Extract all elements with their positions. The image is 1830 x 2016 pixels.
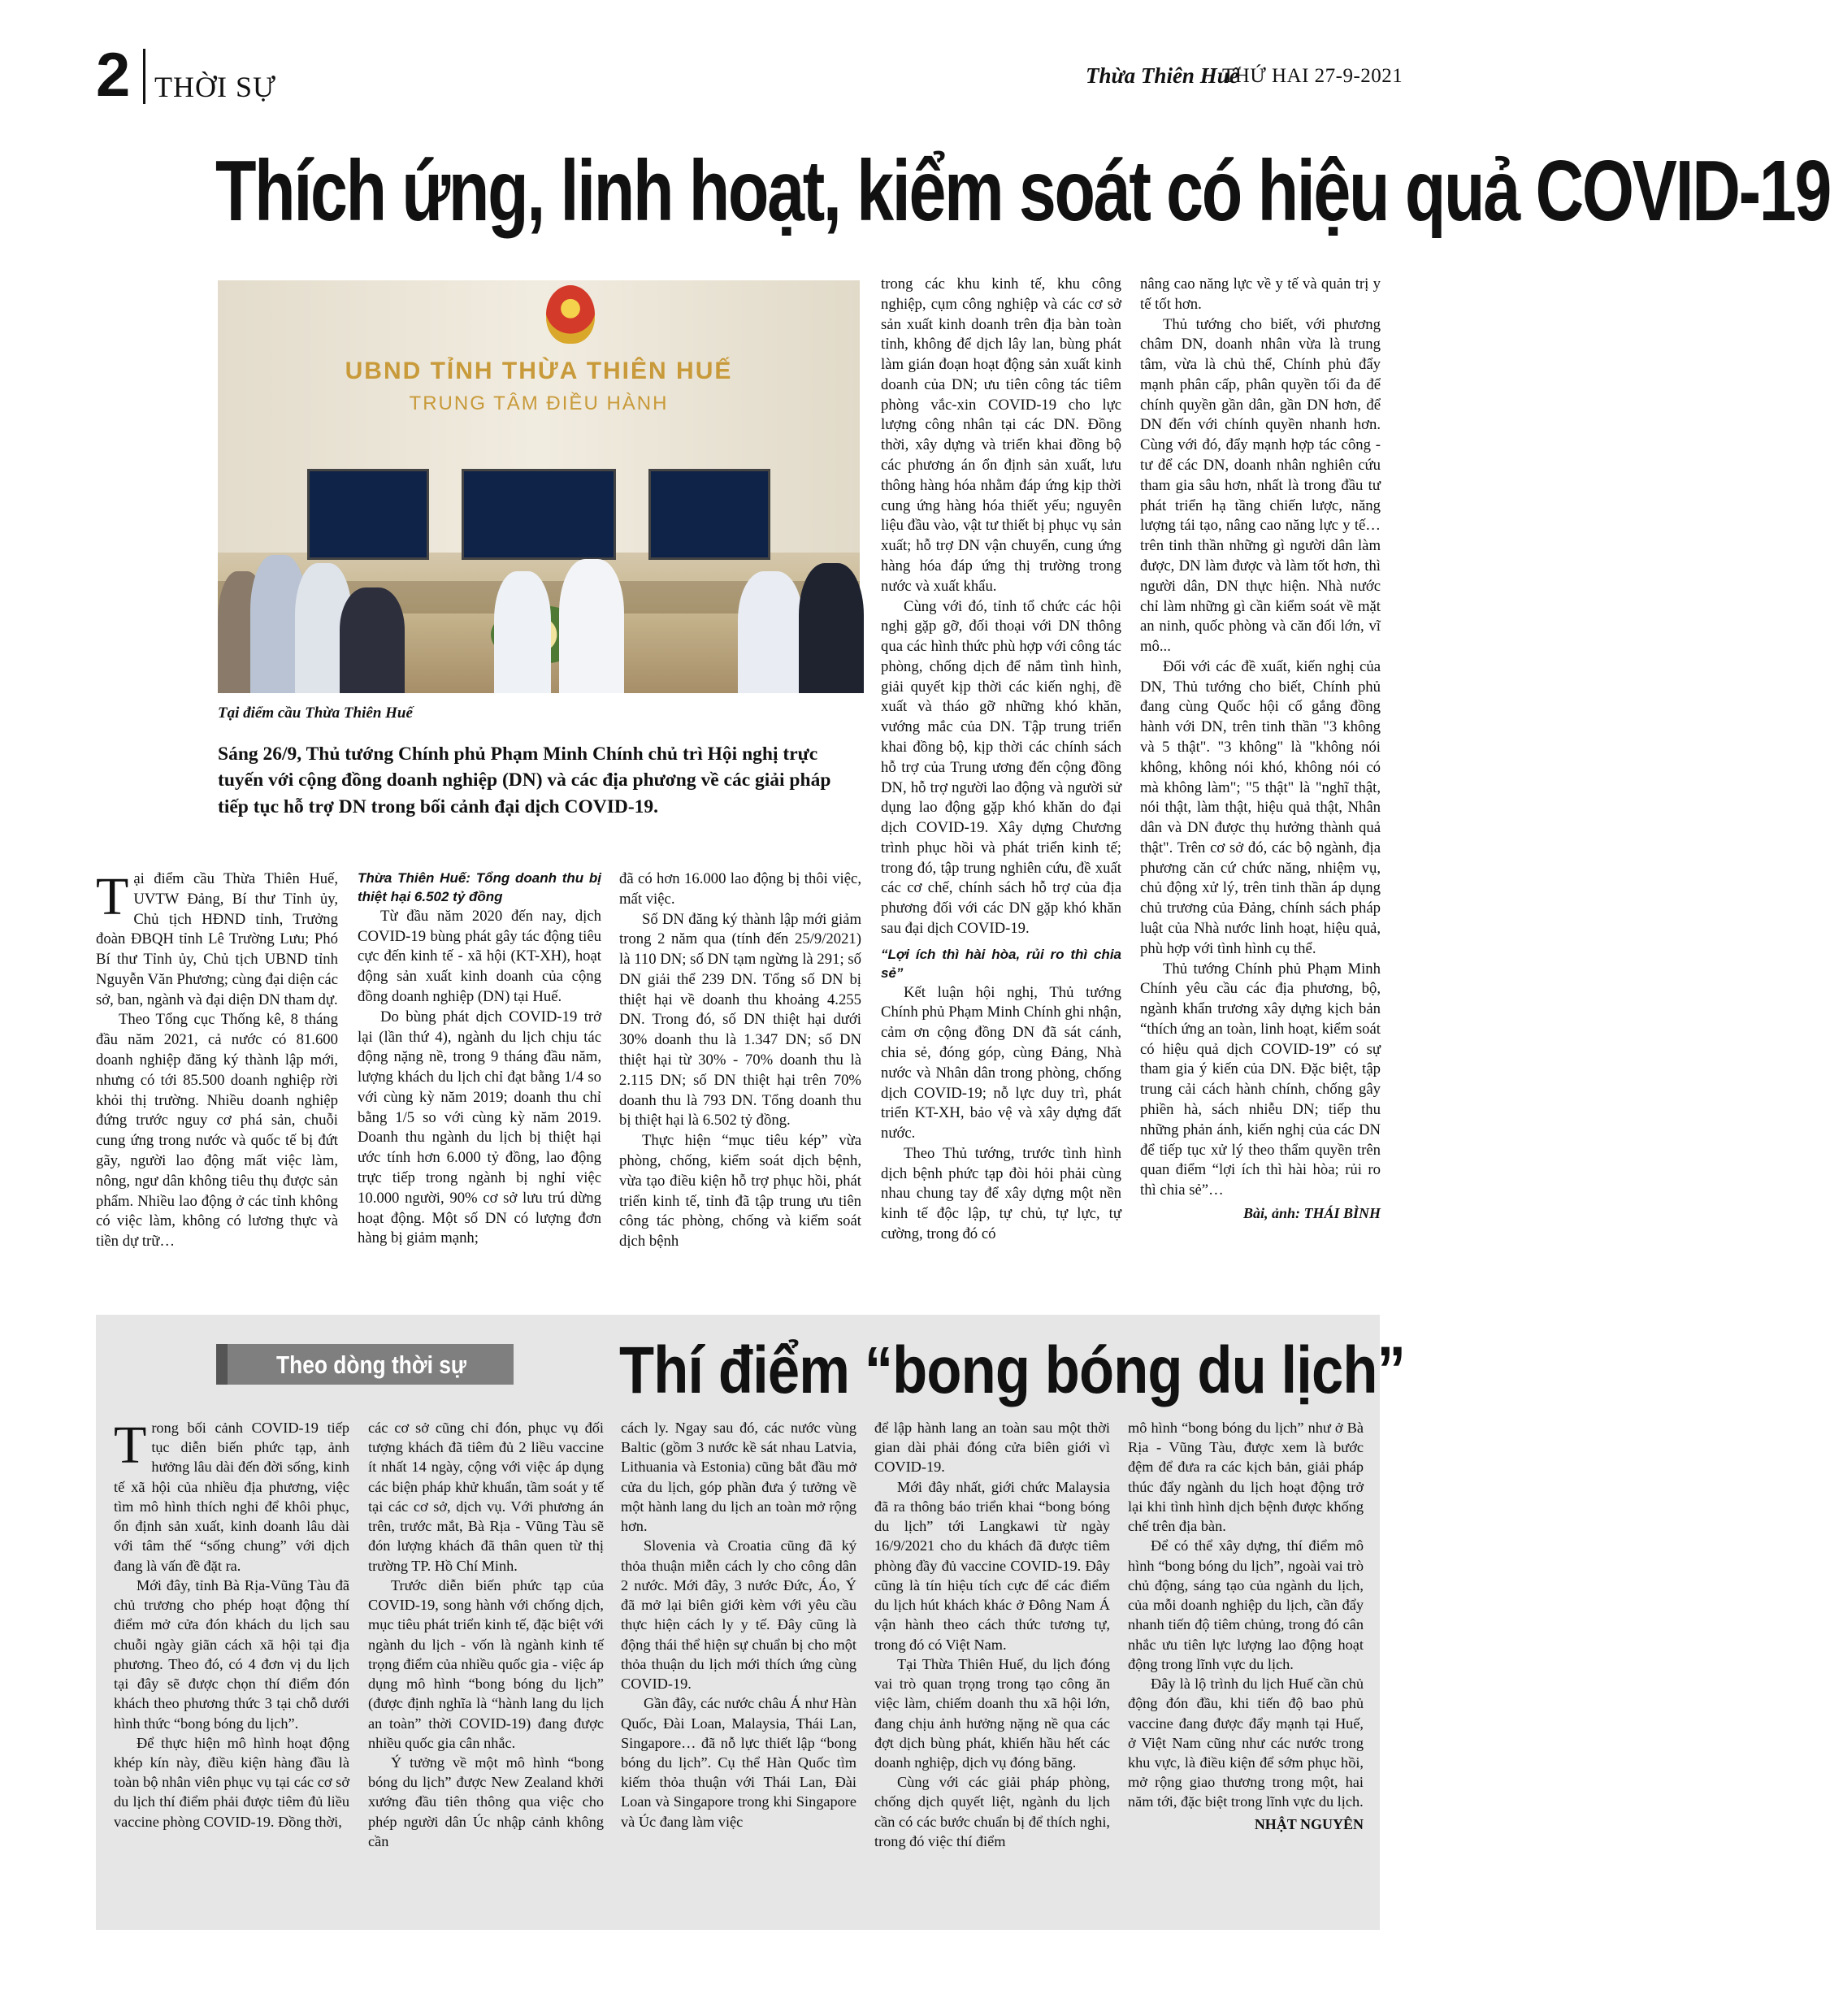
paragraph: Theo Tổng cục Thống kê, 8 tháng đầu năm 2021, cả nước có 81.600 doanh nghiệp đăng ký thành lập mới, nhưng có tới 85.500 doanh nghiệp rời khỏi thị trường. Nhiều doanh nghiệp đứng trước nguy cơ phá sản, chuỗi cung ứng trong nước và quốc tế bị đứt gãy, người lao động mất việc làm, nông, ngư dân không tiêu thụ được sản phẩm. Nhiều lao động ở các tỉnh không có việc làm, không có lương thực và tiền dự trữ…: [96, 1011, 338, 1251]
paragraph: Để thực hiện mô hình hoạt động khép kín này, điều kiện hàng đầu là toàn bộ nhân viên phục vụ tại các cơ sở du lịch thí điểm phải được tiêm đủ liều vaccine phòng COVID-19. Đồng thời,: [114, 1734, 349, 1830]
photo-video-screen-center: [462, 469, 616, 560]
paragraph: Từ đầu năm 2020 đến nay, dịch COVID-19 bùng phát gây tác động tiêu cực đến kinh tế - xã hội (KT-XH), hoạt động sản xuất kinh doanh của cộng đồng doanh nghiệp (DN) tại Huế.: [358, 907, 601, 1005]
paragraph: Kết luận hội nghị, Thủ tướng Chính phủ Phạm Minh Chính ghi nhận, cảm ơn cộng đồng DN đã sát cánh, chia sẻ, đóng góp, cùng Đảng, Nhà nước và Nhân dân trong phòng, chống dịch COVID-19; nỗ lực duy trì, phát triển KT-XH, bảo vệ và xây dựng đất nước.: [881, 983, 1121, 1142]
subheading: “Lợi ích thì hài hòa, rủi ro thì chia sẻ”: [881, 946, 1121, 981]
paragraph: Thực hiện “mục tiêu kép” vừa phòng, chống, kiểm soát dịch bệnh, vừa tạo điều kiện hỗ trợ phục hồi, phát triển kinh tế, tỉnh đã tập trung ưu tiên công tác phòng, chống và kiểm soát dịch bệnh: [619, 1132, 861, 1251]
paragraph: Tại Thừa Thiên Huế, du lịch đóng vai trò quan trọng trong tạo công ăn việc làm, chiếm doanh thu xã hội lớn, đang chịu ảnh hưởng nặng nề qua các đợt dịch bùng phát, khiến hầu hết các doanh nghiệp, dịch vụ đóng băng.: [874, 1655, 1110, 1771]
section-label: THỜI SỰ: [154, 71, 276, 103]
paragraph: Slovenia và Croatia cũng đã ký thỏa thuận miễn cách ly cho công dân 2 nước. Mới đây, 3 nước Đức, Áo, Ý đã mở lại biên giới kèm với yêu cầu thực hiện cách ly y tế. Đây cũng là động thái thể hiện sự chuẩn bị cho một thỏa thuận du lịch mới thích ứng cùng COVID-19.: [621, 1537, 856, 1693]
photo-person: [340, 587, 405, 693]
article2-column-5: [1128, 1418, 1364, 1835]
paragraph: Đối với các đề xuất, kiến nghị của DN, Thủ tướng cho biết, Chính phủ đang cùng Quốc hội cố gắng đồng hành với DN, trên tinh thần "3 không và 5 thật". "3 không" là "không nói không, không nói khó, không nói có mà không làm"; "5 thật" là "nghĩ thật, nói thật, làm thật, hiệu quả thật, Nhân dân và DN được thụ hưởng thành quả thật". Trên cơ sở đó, các bộ ngành, địa phương căn cứ chức năng, nhiệm vụ, chủ động xử lý, trên tinh thần áp dụng chủ trương của Đảng, chính sách pháp luật của Nhà nước linh hoạt, hiệu quả, phù hợp với tình hình cụ thể.: [1140, 657, 1381, 957]
byline: Bài, ảnh: THÁI BÌNH: [1242, 1204, 1381, 1221]
article2-column-4: [874, 1418, 1110, 1851]
article2-column-2: [368, 1418, 604, 1851]
paragraph: các cơ sở cũng chỉ đón, phục vụ đối tượng khách đã tiêm đủ 2 liều vaccine ít nhất 14 ngày, cộng với việc áp dụng các biện pháp khử khuẩn, tầm soát y tế tại các cơ sở, dịch vụ. Với phương án trên, trước mắt, Bà Rịa - Vũng Tàu sẽ đón lượng khách đã thân quen từ thị trường TP. Hồ Chí Minh.: [368, 1420, 604, 1574]
newspaper-name: Thừa Thiên Huế: [1086, 63, 1239, 88]
drop-cap: T: [114, 1416, 147, 1475]
header-divider: [143, 49, 145, 104]
photo-person: [494, 571, 551, 693]
paragraph: cách ly. Ngay sau đó, các nước vùng Baltic (gồm 3 nước kề sát nhau Latvia, Lithuania và Estonia) cũng bắt đầu mở cửa du lịch, góp phần đưa ý tưởng về một hành lang du lịch an toàn mở rộng hơn.: [621, 1420, 856, 1535]
paragraph: để lập hành lang an toàn sau một thời gian dài phải đóng cửa biên giới vì COVID-19.: [874, 1420, 1110, 1476]
photo-sign-line2: TRUNG TÂM ĐIỀU HÀNH: [409, 392, 669, 414]
article2-column-3: [621, 1418, 856, 1832]
byline: NHẬT NGUYÊN: [1254, 1815, 1364, 1832]
article1-column-2: [358, 869, 601, 1249]
paragraph: Theo Thủ tướng, trước tình hình dịch bệnh phức tạp đòi hỏi phải cùng nhau chung tay để xây dựng một nền kinh tế độc lập, tự chủ, tự lực, tự cường, trong đó có: [881, 1144, 1121, 1243]
article2-column-1: [114, 1418, 349, 1832]
photo-sign-line1: UBND TỈNH THỪA THIÊN HUẾ: [345, 358, 733, 384]
article1-column-5: [1140, 275, 1381, 1224]
issue-date: THỨ HAI 27-9-2021: [1222, 65, 1403, 87]
article-headline: Thích ứng, linh hoạt, kiểm soát có hiệu quả COVID-19: [215, 143, 1830, 239]
photo-person: [799, 563, 864, 693]
drop-cap: T: [96, 867, 129, 926]
photo-video-screen-right: [648, 469, 770, 560]
paragraph: Gần đây, các nước châu Á như Hàn Quốc, Đài Loan, Malaysia, Thái Lan, Singapore… đã nỗ lực thiết lập “bong bóng du lịch”. Cụ thể Hàn Quốc tìm kiếm thỏa thuận với Thái Lan, Đài Loan và Singapore trong khi Singapore và Úc đang làm việc: [621, 1695, 856, 1830]
photo-video-screen-left: [307, 469, 429, 560]
paragraph: mô hình “bong bóng du lịch” như ở Bà Rịa - Vũng Tàu, được xem là bước đệm để đưa ra các kịch bản, giải pháp thúc đẩy ngành du lịch hoạt động trở lại khi tình hình dịch bệnh được khống chế trên địa bàn.: [1128, 1420, 1364, 1535]
paragraph: nâng cao năng lực về y tế và quản trị y tế tốt hơn.: [1140, 275, 1381, 313]
paragraph: Thủ tướng cho biết, với phương châm DN, doanh nhân vừa là trung tâm, vừa là chủ thể, Chính phủ đẩy mạnh phân cấp, phân quyền tối đa để chính quyền gần dân, gần DN hơn, để DN đến với chính quyền nhanh hơn. Cùng với đó, đẩy mạnh hợp tác công - tư để các DN, doanh nhân nghiên cứu tham gia sâu hơn, nhất là trong đầu tư phát triển hạ tầng chiến lược, năng lượng tái tạo, nâng cao năng lực y tế… trên tinh thần những gì người dân làm được, DN làm được và làm tốt hơn, thì người dân, DN thực hiện. Nhà nước chỉ làm những gì cần kiểm soát về mặt an ninh, quốc phòng và căn đối lớn, vĩ mô...: [1140, 315, 1381, 656]
paragraph: trong các khu kinh tế, khu công nghiệp, cụm công nghiệp và các cơ sở sản xuất kinh doanh trên địa bàn toàn tỉnh, không để dịch lây lan, bùng phát làm gián đoạn hoạt động sản xuất kinh doanh của DN; ưu tiên công tác tiêm phòng vắc-xin COVID-19 cho lực lượng công nhân tại các DN. Đồng thời, xây dựng và triển khai đồng bộ các phương án ổn định sản xuất, lưu thông hàng hóa nhằm đáp ứng kịp thời cung ứng hàng hóa thiết yếu; nguyên liệu đầu vào, vật tư thiết bị phục vụ sản xuất; hỗ trợ DN vận chuyển, cung ứng hàng hóa đáp ứng thị trường trong nước và xuất khẩu.: [881, 275, 1121, 595]
paragraph: Để có thể xây dựng, thí điểm mô hình “bong bóng du lịch”, ngoài vai trò chủ động, sáng tạo của ngành du lịch, của mỗi doanh nghiệp du lịch, cần đẩy nhanh tiến độ tiêm chủng, trong đó cân nhắc ưu tiên lực lượng lao động hoạt động trong lĩnh vực du lịch.: [1128, 1537, 1364, 1672]
article-photo: [218, 280, 860, 693]
article1-column-4: [881, 275, 1121, 1245]
photo-person: [738, 571, 803, 693]
column-tag-label: Theo dòng thời sự: [276, 1351, 466, 1379]
paragraph: Cùng với các giải pháp phòng, chống dịch quyết liệt, ngành du lịch cần có các bước chuẩn bị để thích nghi, trong đó việc thí điểm: [874, 1774, 1110, 1849]
paragraph: Đây là lộ trình du lịch Huế cần chủ động đón đầu, khi tiến độ bao phủ vaccine đang được đẩy mạnh tại Huế, ở Việt Nam cũng như các nước trong khu vực, là điều kiện để sớm phục hồi, mở rộng giao thương trong một, hai năm tới, đặc biệt trong lĩnh vực du lịch.: [1128, 1676, 1364, 1810]
paragraph: rong bối cảnh COVID-19 tiếp tục diễn biến phức tạp, ảnh hưởng lâu dài đến đời sống, kinh tế xã hội của nhiều địa phương, việc tìm mô hình thích nghi để khôi phục, ổn định sản xuất, kinh doanh lâu dài với tâm thế “sống chung” với dịch đang là vấn đề đặt ra.: [114, 1420, 349, 1574]
paragraph: đã có hơn 16.000 lao động bị thôi việc, mất việc.: [619, 870, 861, 908]
photo-caption: Tại điểm cầu Thừa Thiên Huế: [218, 705, 413, 722]
paragraph: Trước diễn biến phức tạp của COVID-19, song hành với chống dịch, mục tiêu phát triển kinh tế, đặc biệt với ngành du lịch - vốn là ngành kinh tế trọng điểm của nhiều quốc gia - việc áp dụng mô hình “bong bóng du lịch” (được định nghĩa là “hành lang du lịch an toàn” thời COVID-19) đang được nhiều quốc gia cân nhắc.: [368, 1576, 604, 1751]
paragraph: Cùng với đó, tỉnh tổ chức các hội nghị gặp gỡ, đối thoại với DN thông qua các hình thức phù hợp với công tác phòng, chống dịch để nắm tình hình, giải quyết kịp thời các kiến nghị, đề xuất và tháo gỡ những khó khăn, vướng mắc của DN. Tập trung triển khai đồng bộ, kịp thời các chính sách hỗ trợ của Trung ương đến cộng đồng DN, hỗ trợ người lao động và người sử dụng lao động gặp khó khăn do đại dịch COVID-19. Xây dựng Chương trình phục hồi và phát triển kinh tế; trong đó, tập trung nghiên cứu, đề xuất các cơ chế, chính sách hỗ trợ của địa phương đối với các DN gặp khó khăn sau đại dịch COVID-19.: [881, 597, 1121, 937]
paragraph: ại điểm cầu Thừa Thiên Huế, UVTW Đảng, Bí thư Tỉnh ủy, Chủ tịch HĐND tỉnh, Trưởng đoàn ĐBQH tỉnh Lê Trường Lưu; Phó Bí thư Tỉnh ủy, Chủ tịch UBND tỉnh Nguyễn Văn Phương; cùng đại diện các sở, ban, ngành và đại diện DN tham dự.: [96, 870, 338, 1008]
paragraph: Ý tưởng về một mô hình “bong bóng du lịch” được New Zealand khởi xướng đầu tiên thông qua việc cho phép người dân Úc nhập cảnh không cần: [368, 1754, 604, 1849]
article-lead: Sáng 26/9, Thủ tướng Chính phủ Phạm Minh Chính chủ trì Hội nghị trực tuyến với cộng đồng doanh nghiệp (DN) và các địa phương về các giải pháp tiếp tục hỗ trợ DN trong bối cảnh đại dịch COVID-19.: [218, 744, 831, 817]
national-emblem-icon: [546, 285, 595, 344]
commentary-headline: Thí điểm “bong bóng du lịch”: [619, 1333, 1405, 1407]
paragraph: Mới đây, tỉnh Bà Rịa-Vũng Tàu đã chủ trương cho phép hoạt động thí điểm mở cửa đón khách du lịch sau chuỗi ngày giãn cách xã hội tại địa phương. Theo đó, có 4 đơn vị du lịch tại đây sẽ được chọn thí điểm đón khách theo phương thức 3 tại chỗ dưới hình thức “bong bóng du lịch”.: [114, 1576, 349, 1732]
article1-column-1: [96, 869, 338, 1252]
page-number: 2: [96, 41, 131, 110]
paragraph: Thủ tướng Chính phủ Phạm Minh Chính yêu cầu các địa phương, bộ, ngành khẩn trương xây dựng kịch bản “thích ứng an toàn, linh hoạt, kiểm soát có hiệu quả dịch COVID-19” có sự tham gia ý kiến của DN. Đặc biệt, tập trung cải cách hành chính, chống gây phiền hà, sách nhiễu DN; tiếp thu những phản ánh, kiến nghị của các DN để tiếp tục xử lý theo thẩm quyền trên quan điểm “lợi ích thì hài hòa; rủi ro thì chia sẻ”…: [1140, 960, 1381, 1199]
article1-column-3: [619, 869, 861, 1252]
paragraph: Do bùng phát dịch COVID-19 trở lại (lần thứ 4), ngành du lịch chịu tác động nặng nề, trong 9 tháng đầu năm, lượng khách du lịch chỉ đạt bằng 1/4 so với cùng kỳ năm 2019; doanh thu chỉ bằng 1/5 so với cùng kỳ năm 2019. Doanh thu ngành du lịch bị thiệt hại ước tính hơn 6.000 tỷ đồng, lao động trực tiếp trong ngành bị nghỉ việc 10.000 người, 90% cơ sở lưu trú dừng hoạt động. Một số DN có lượng đơn hàng bị giảm mạnh;: [358, 1008, 601, 1247]
paragraph: Số DN đăng ký thành lập mới giảm trong 2 năm qua (tính đến 25/9/2021) là 110 DN; số DN tạm ngừng là 291; số DN giải thể 239 DN. Tổng số DN bị thiệt hại về doanh thu khoảng 4.255 DN. Trong đó, số DN thiệt hại dưới 30% doanh thu là 1.347 DN; số DN thiệt hại từ 30% - 70% doanh thu là 2.115 DN; số DN thiệt hại trên 70% doanh thu là 793 DN. Tổng doanh thu bị thiệt hại là 6.502 tỷ đồng.: [619, 910, 861, 1129]
paragraph: Mới đây nhất, giới chức Malaysia đã ra thông báo triển khai “bong bóng du lịch” tới Langkawi từ ngày 16/9/2021 cho du khách đã được tiêm phòng đầy đủ vaccine COVID-19. Đây cũng là tín hiệu tích cực để các điểm du lịch hút khách khác ở Đông Nam Á vận hành theo cách thức tương tự, trong đó có Việt Nam.: [874, 1478, 1110, 1653]
photo-person: [559, 559, 624, 693]
subheading: Thừa Thiên Huế: Tổng doanh thu bị thiệt hại 6.502 tỷ đồng: [358, 870, 601, 904]
